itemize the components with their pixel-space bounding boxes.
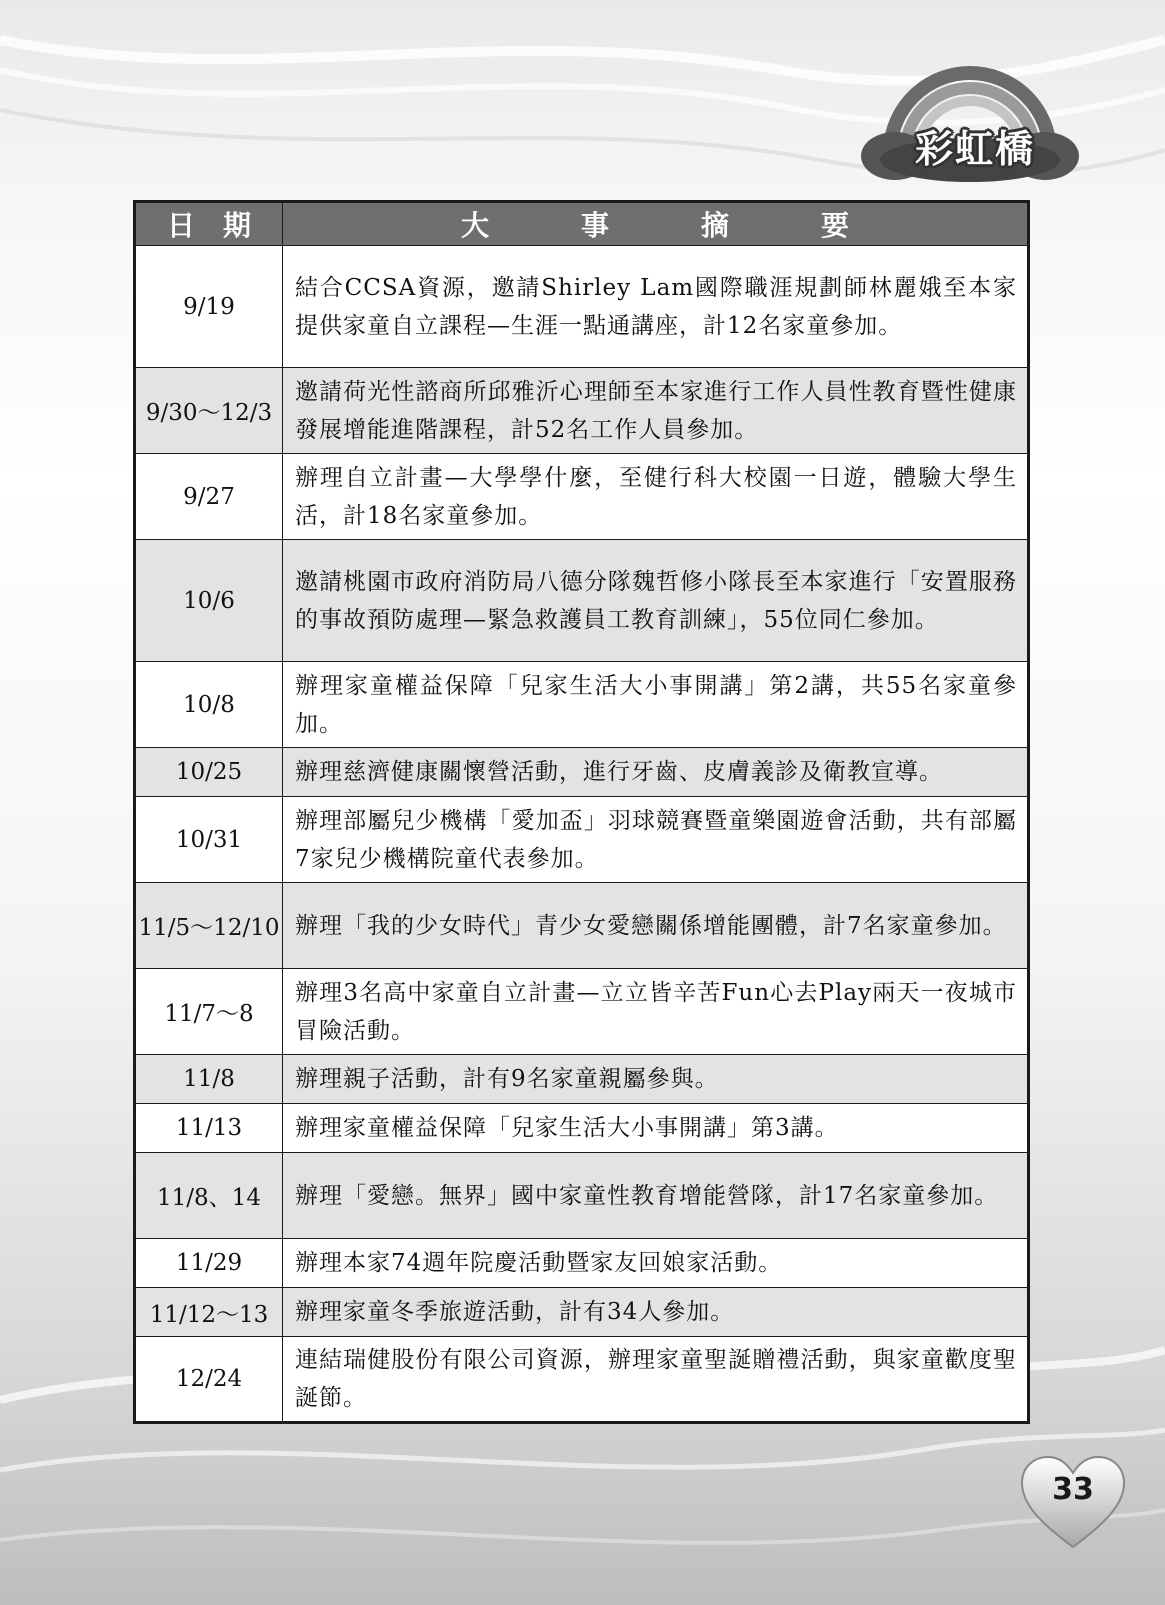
table-row (135, 1055, 1029, 1104)
table-row (135, 368, 1029, 454)
event-summary: 辦理自立計畫—大學學什麼，至健行科大校園一日遊，體驗大學生活，計18名家童參加。 (283, 454, 1029, 540)
table-row (135, 1153, 1029, 1239)
page-number: 33 (1052, 1472, 1094, 1507)
event-summary: 辦理家童權益保障「兒家生活大小事開講」第3講。 (283, 1104, 1029, 1153)
event-date: 11/8、14 (135, 1153, 283, 1239)
table-row (135, 1104, 1029, 1153)
event-date: 10/6 (135, 540, 283, 662)
event-date: 11/7～8 (135, 969, 283, 1055)
event-date: 10/31 (135, 797, 283, 883)
event-date: 12/24 (135, 1337, 283, 1423)
event-date: 11/13 (135, 1104, 283, 1153)
table-row (135, 540, 1029, 662)
event-date: 9/27 (135, 454, 283, 540)
event-date: 10/25 (135, 748, 283, 797)
logo-text: 彩虹橋 (914, 127, 1035, 171)
table-row (135, 246, 1029, 368)
column-header-date: 日期 (135, 202, 283, 246)
event-summary: 邀請荷光性諮商所邱雅沂心理師至本家進行工作人員性教育暨性健康發展增能進階課程，計52名工作人員參加。 (283, 368, 1029, 454)
table-row (135, 797, 1029, 883)
event-date: 10/8 (135, 662, 283, 748)
event-summary: 辦理親子活動，計有9名家童親屬參與。 (283, 1055, 1029, 1104)
table-row (135, 969, 1029, 1055)
event-summary: 辦理家童權益保障「兒家生活大小事開講」第2講，共55名家童參加。 (283, 662, 1029, 748)
event-summary: 辦理「愛戀。無界」國中家童性教育增能營隊，計17名家童參加。 (283, 1153, 1029, 1239)
table-row (135, 883, 1029, 969)
event-date: 9/19 (135, 246, 283, 368)
event-summary: 辦理本家74週年院慶活動暨家友回娘家活動。 (283, 1239, 1029, 1288)
table-row (135, 454, 1029, 540)
table-row (135, 748, 1029, 797)
events-table (133, 200, 1030, 1424)
event-date: 9/30～12/3 (135, 368, 283, 454)
column-header-summary (283, 202, 1029, 246)
table-row (135, 1337, 1029, 1423)
event-summary: 結合CCSA資源，邀請Shirley Lam國際職涯規劃師林麗娥至本家提供家童自立課程—生涯一點通講座，計12名家童參加。 (283, 246, 1029, 368)
event-summary: 邀請桃園市政府消防局八德分隊魏哲修小隊長至本家進行「安置服務的事故預防處理—緊急救護員工教育訓練」，55位同仁參加。 (283, 540, 1029, 662)
event-date: 11/8 (135, 1055, 283, 1104)
table-row (135, 1239, 1029, 1288)
table-header-row (135, 202, 1029, 246)
table-row (135, 662, 1029, 748)
column-header-summary-text: 大事摘要 (460, 209, 941, 242)
event-summary: 辦理部屬兒少機構「愛加盃」羽球競賽暨童樂園遊會活動，共有部屬7家兒少機構院童代表參加。 (283, 797, 1029, 883)
event-date: 11/29 (135, 1239, 283, 1288)
event-summary: 連結瑞健股份有限公司資源，辦理家童聖誕贈禮活動，與家童歡度聖誕節。 (283, 1337, 1029, 1423)
event-summary: 辦理「我的少女時代」青少女愛戀關係增能團體，計7名家童參加。 (283, 883, 1029, 969)
table-row (135, 1288, 1029, 1337)
event-summary: 辦理慈濟健康關懷營活動，進行牙齒、皮膚義診及衛教宣導。 (283, 748, 1029, 797)
event-summary: 辦理3名高中家童自立計畫—立立皆辛苦Fun心去Play兩天一夜城市冒險活動。 (283, 969, 1029, 1055)
event-date: 11/12～13 (135, 1288, 283, 1337)
event-summary: 辦理家童冬季旅遊活動，計有34人參加。 (283, 1288, 1029, 1337)
event-date: 11/5～12/10 (135, 883, 283, 969)
